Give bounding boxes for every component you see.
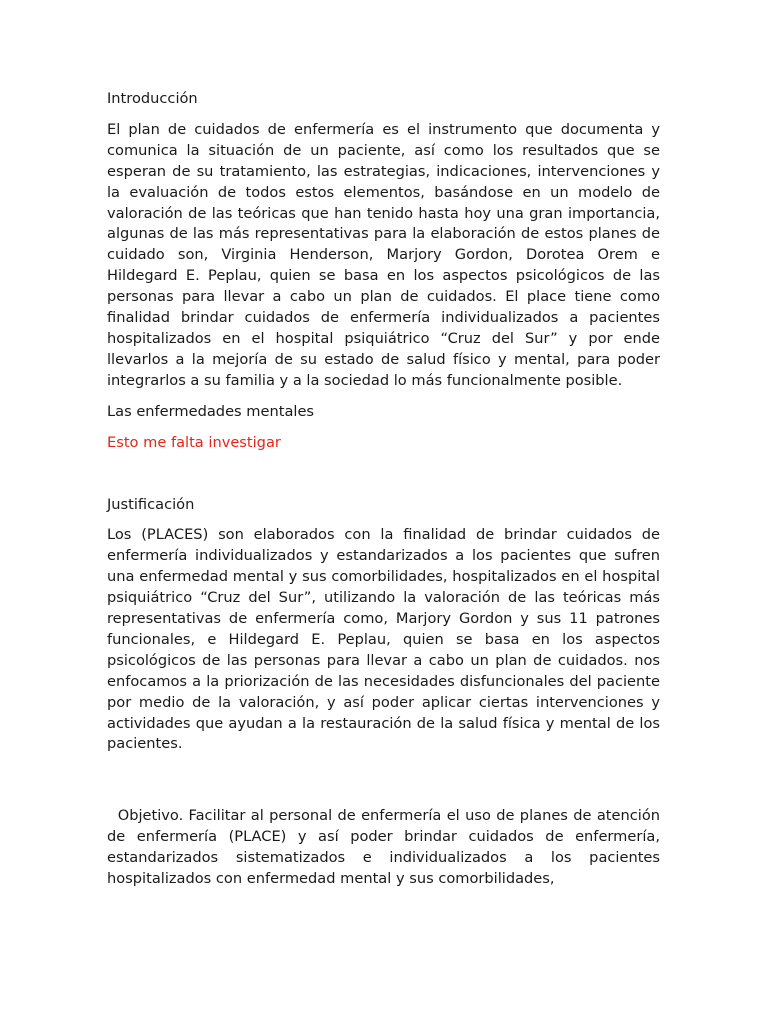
intro-heading: Introducción (107, 90, 198, 107)
justification-heading: Justificación (107, 495, 195, 513)
mental-illness-line: Las enfermedades mentales (107, 402, 315, 420)
document-page (107, 89, 660, 900)
spacer (107, 464, 660, 495)
spacer (107, 765, 660, 806)
objective-paragraph (107, 806, 660, 890)
intro-paragraph: El plan de cuidados de enfermería es el instrumento que documenta y comunica la situación de un paciente, así como los resultados que se esperan de su tratamiento, las estrategias, indicaciones, intervenciones y la evaluación de todos estos elementos, basándose en un modelo de valoración de las teóricas que han tenido hasta hoy una gran importancia, algunas de las más representativas para la elaboración de estos planes de cuidado son, Virginia Henderson, Marjory Gordon, Dorotea Orem e Hildegard E. Peplau, quien se basa en los aspectos psicológicos de las personas para llevar a cabo un plan de cuidados. El place tiene como finalidad brindar cuidados de enfermería individualizados a pacientes hospitalizados en el hospital psiquiátrico “Cruz del Sur” y por ende llevarlos a la mejoría de su estado de salud físico y mental, para poder integrarlos a su familia y a la sociedad lo más funcionalmente posible. (107, 120, 660, 389)
objective-text: Objetivo. Facilitar al personal de enfermería el uso de planes de atención de enfermería (PLACE) y así poder brindar cuidados de enfermería, estandarizados sistematizados e individualizados a los pacientes hospitalizados con enfermedad mental y sus comorbilidades, (107, 807, 660, 888)
justification-paragraph: Los (PLACES) son elaborados con la finalidad de brindar cuidados de enfermería individualizados y estandarizados a los pacientes que sufren una enfermedad mental y sus comorbilidades, hospitalizados en el hospital psiquiátrico “Cruz del Sur”, utilizando la valoración de las teóricas más representativas de enfermería como, Marjory Gordon y sus 11 patrones funcionales, e Hildegard E. Peplau, quien se basa en los aspectos psicológicos de las personas para llevar a cabo un plan de cuidados. nos enfocamos a la priorización de las necesidades disfuncionales del paciente por medio de la valoración, y así poder aplicar ciertas intervenciones y actividades que ayudan a la restauración de la salud física y mental de los pacientes. (107, 526, 660, 753)
red-note: Esto me falta investigar (107, 433, 281, 451)
